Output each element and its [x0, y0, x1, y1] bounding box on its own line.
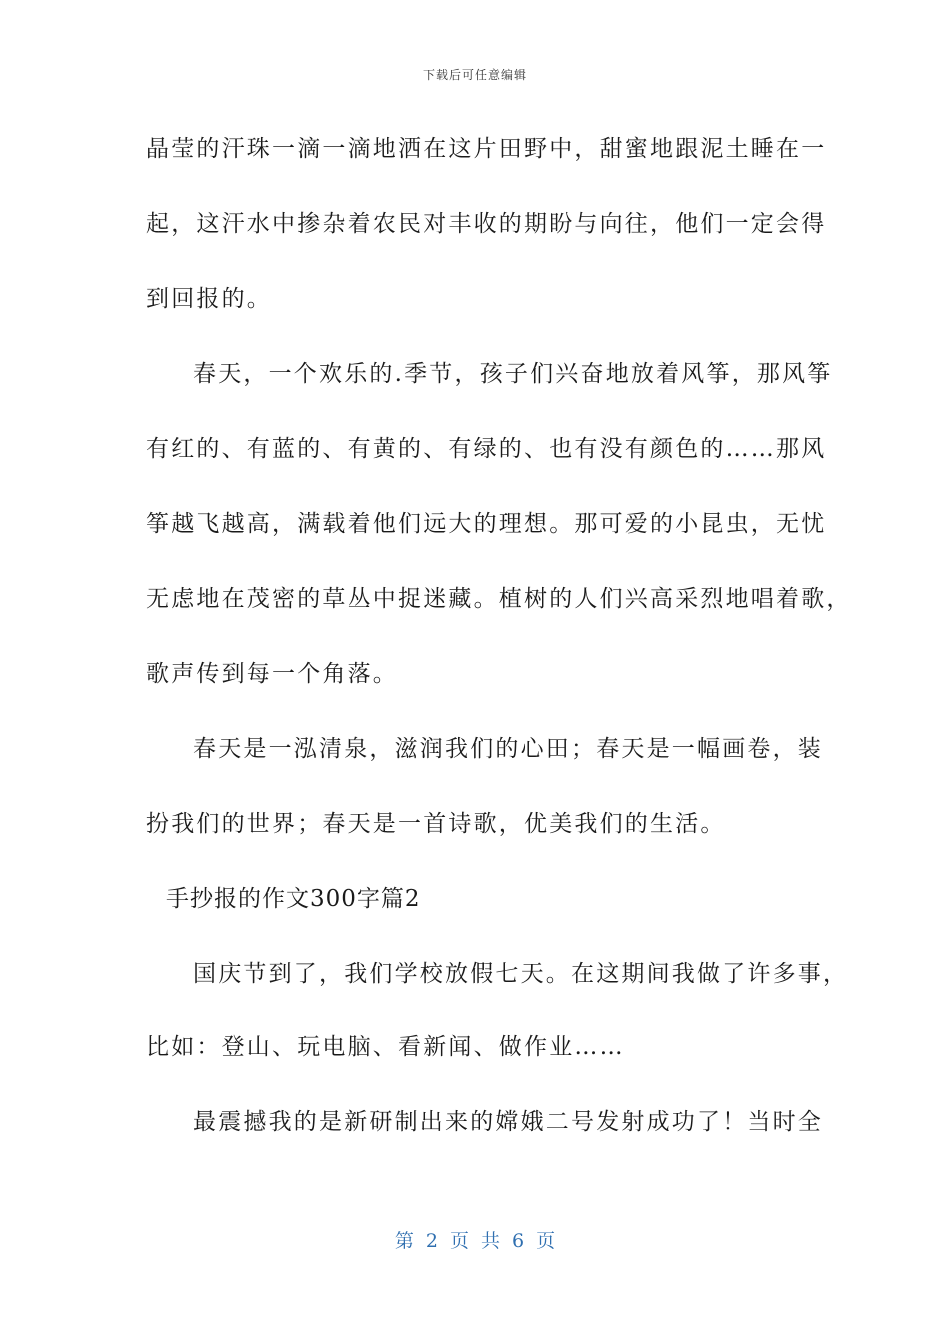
paragraph-line: 筝越飞越高，满载着他们远大的理想。那可爱的小昆虫，无忧 — [146, 511, 827, 537]
page-footer: 第 2 页 共 6 页 — [394, 1230, 556, 1252]
paragraph-line: 起，这汗水中掺杂着农民对丰收的期盼与向往，他们一定会得 — [146, 211, 827, 237]
paragraph-line: 春天，一个欢乐的.季节，孩子们兴奋地放着风筝，那风筝 — [193, 361, 833, 387]
paragraph-line: 到回报的。 — [146, 286, 272, 312]
paragraph-line: 有红的、有蓝的、有黄的、有绿的、也有没有颜色的……那风 — [146, 436, 827, 462]
paragraph-line: 春天是一泓清泉，滋润我们的心田；春天是一幅画卷，装 — [193, 736, 823, 762]
page-header: 下载后可任意编辑 — [422, 68, 527, 82]
paragraph-line: 歌声传到每一个角落。 — [146, 661, 398, 687]
paragraph-line: 晶莹的汗珠一滴一滴地洒在这片田野中，甜蜜地跟泥土睡在一 — [146, 136, 827, 162]
paragraph-line: 比如：登山、玩电脑、看新闻、做作业…… — [146, 1034, 625, 1060]
paragraph-line: 无虑地在茂密的草丛中捉迷藏。植树的人们兴高采烈地唱着歌， — [146, 586, 852, 612]
paragraph-line: 扮我们的世界；春天是一首诗歌，优美我们的生活。 — [146, 811, 726, 837]
section-heading: 手抄报的作文300字篇2 — [166, 886, 421, 912]
paragraph-line: 国庆节到了，我们学校放假七天。在这期间我做了许多事， — [193, 961, 849, 987]
paragraph-line: 最震撼我的是新研制出来的嫦娥二号发射成功了！当时全 — [193, 1109, 823, 1135]
